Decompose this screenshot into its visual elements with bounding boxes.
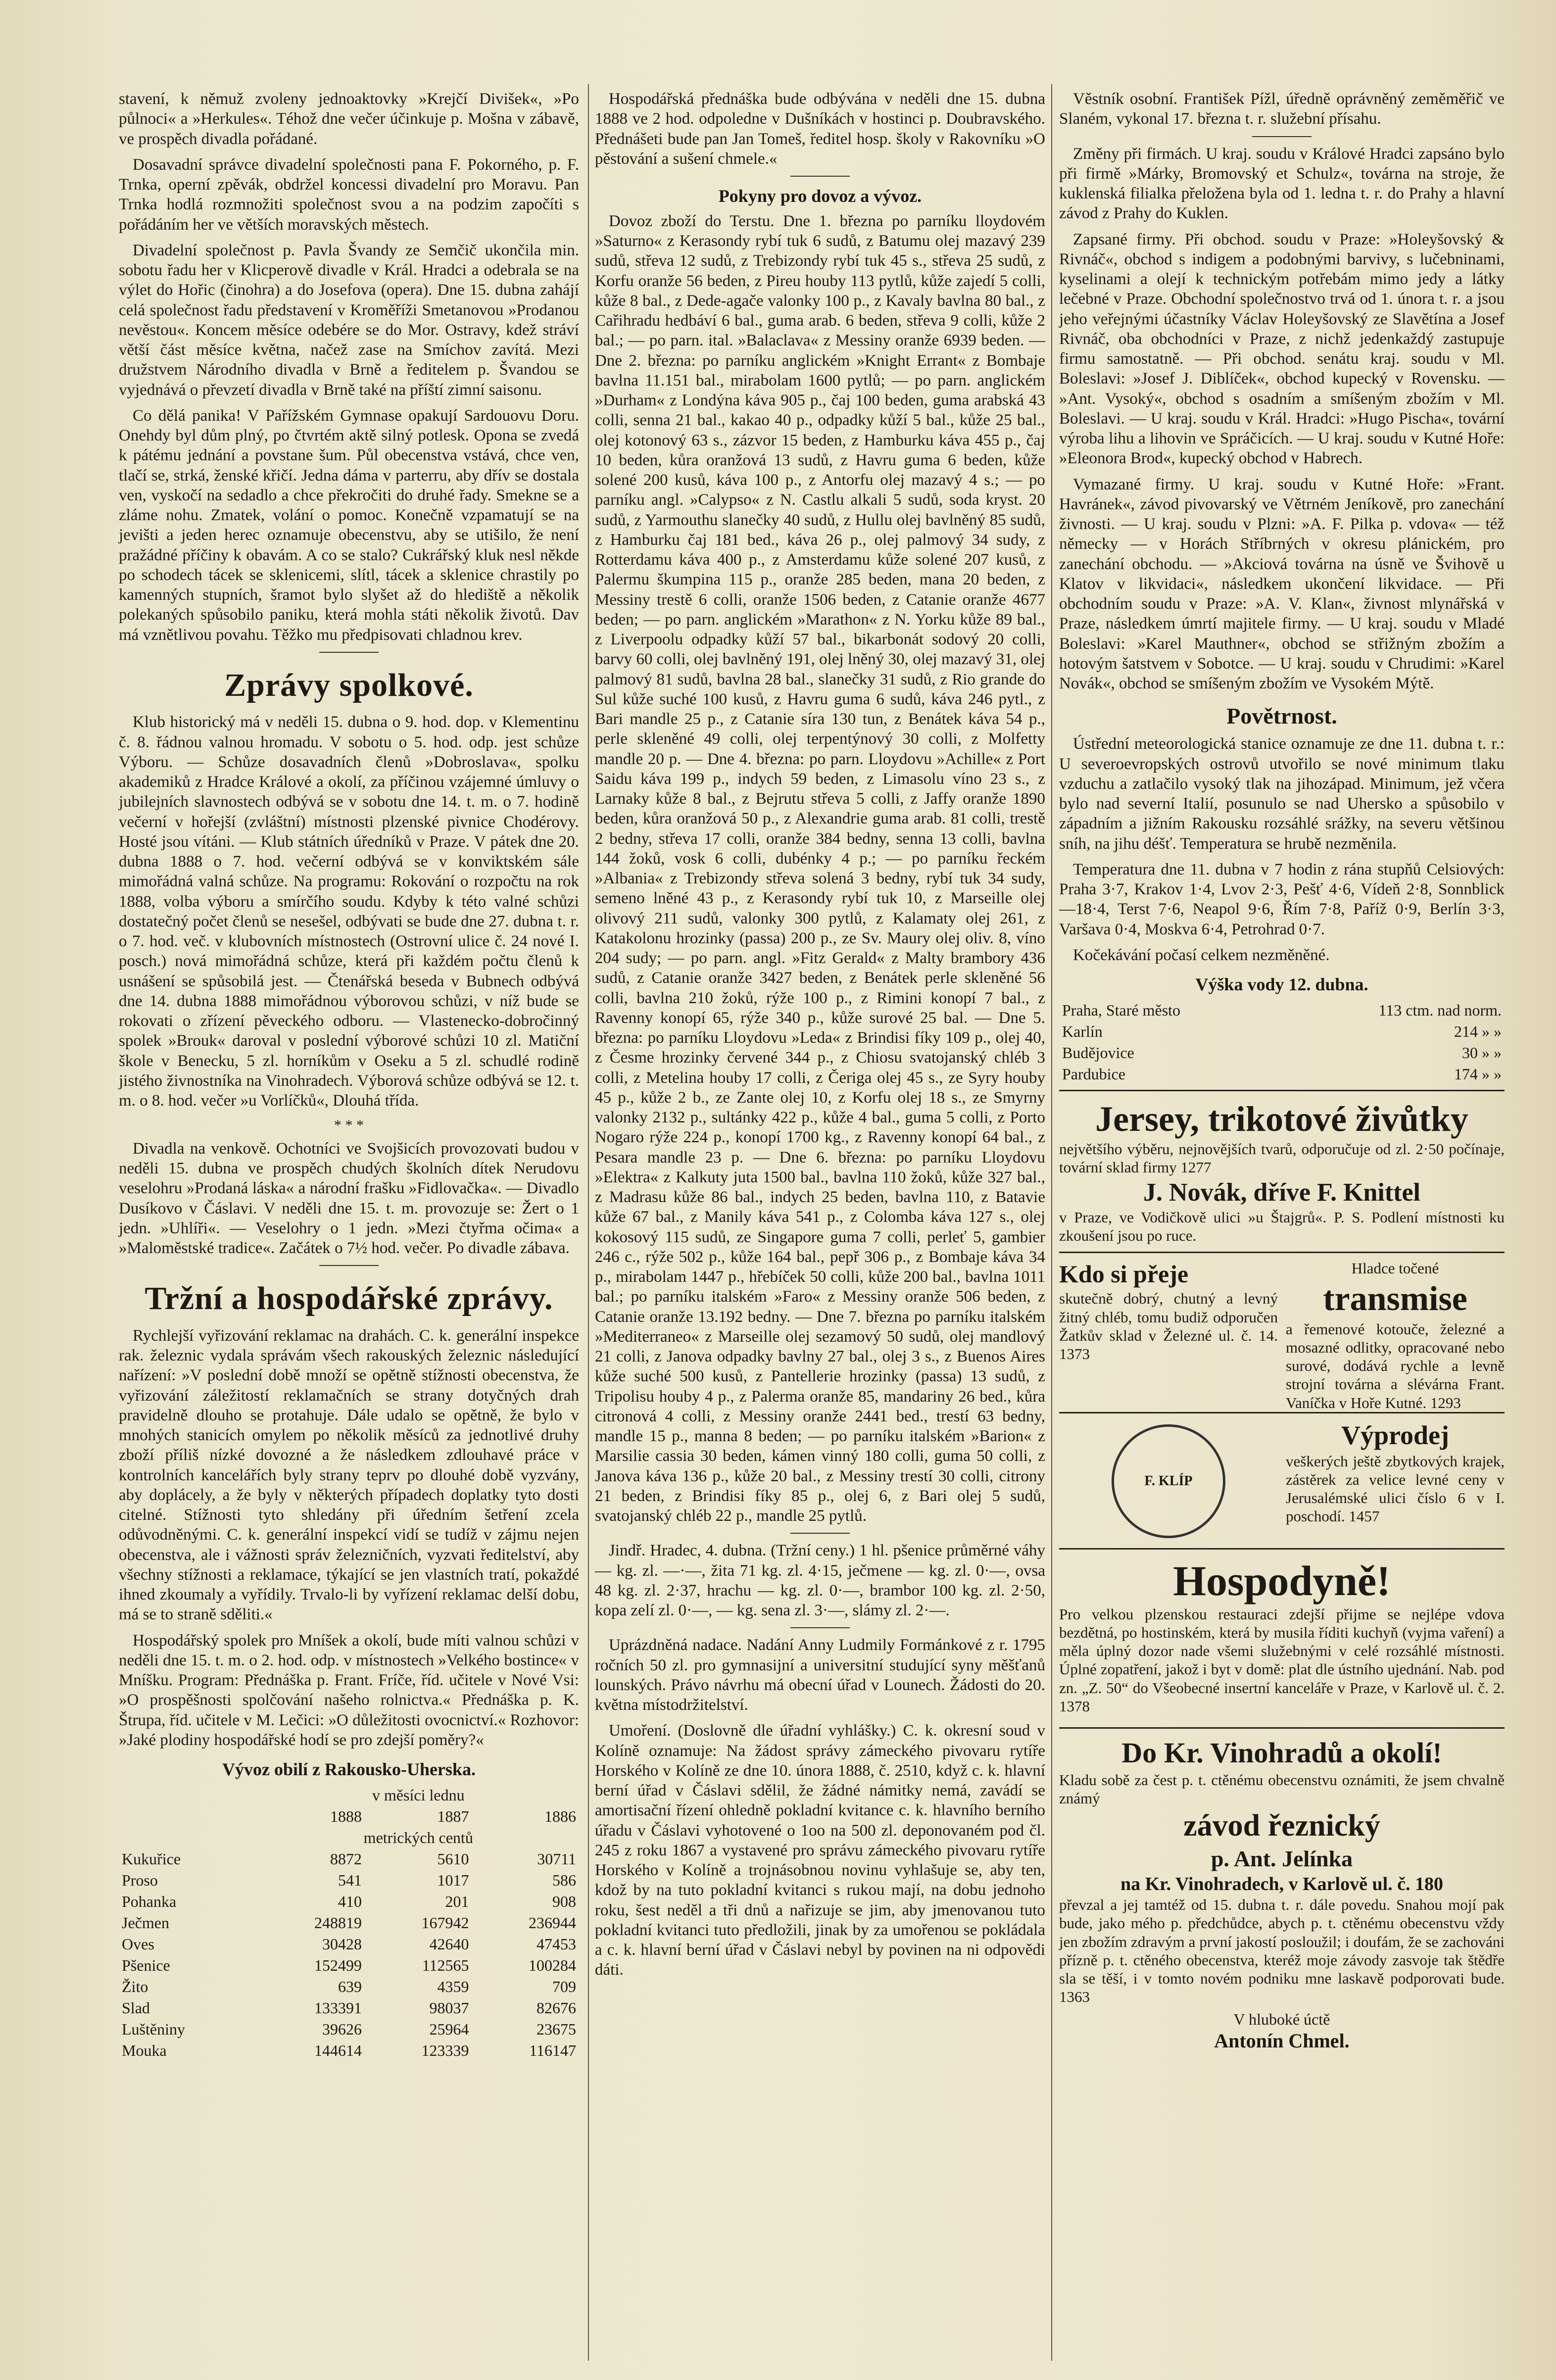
water-row	[1059, 1042, 1505, 1064]
advert-title: transmise	[1323, 1279, 1467, 1318]
table-row	[119, 1934, 579, 1955]
column-3	[1059, 89, 1505, 2060]
value-cell: 25964	[429, 2020, 469, 2039]
column-1	[119, 89, 579, 2061]
advert-text: převzal a jej tamtéž od 15. dubna t. r. dále povedu. Snahou mojí pak bude, jako mého p. předchůdce, abych p. t. ctěnému obecenstvu vždy jen zbožím zdravým a první jakostí posloužil; i doufám, že se zachováni přízně p. t. ctěného obecenstva, kteréž moje závody zasvoje tak štědře sla se těší, i v tomto novém podniku mne laskavě podporovati bude. 1363	[1059, 1896, 1505, 2006]
table-title: Vývoz obilí z Rakousko-Uherska.	[222, 1759, 476, 1780]
value-cell: 30428	[322, 1935, 362, 1953]
value-cell: 586	[552, 1871, 576, 1890]
value-cell: 47453	[536, 1935, 576, 1953]
value-cell: 167942	[421, 1914, 469, 1932]
place-cell: Pardubice	[1062, 1065, 1125, 1083]
table-row	[119, 2019, 579, 2040]
section-heading: Povětrnost.	[1226, 703, 1337, 729]
value-cell: 82676	[536, 1999, 576, 2017]
year-header: 1888	[330, 1807, 362, 1826]
value-cell: 42640	[429, 1935, 469, 1953]
advert-sign: V hluboké úctě	[1233, 2010, 1330, 2029]
advert-head: Hladce točené	[1351, 1260, 1439, 1277]
paragraph: Věstník osobní. František Pížl, úředně oprávněný zeměměřič ve Slaném, vykonal 17. března t. r. služební přísahu.	[1059, 90, 1505, 128]
advert-address: v Praze, ve Vodičkově ulici »u Štajgrů«. P. S. Podlení místnosti ku zkoušení jsou po ruce.	[1059, 1208, 1505, 1245]
paragraph: Jindř. Hradec, 4. dubna. (Tržní ceny.) 1 hl. pšenice průměrné váhy — kg. zl. —·—, žita 71 kg. zl. 4·15, ječmene — kg. zl. 0·—, ovsa 48 kg. zl. 2·37, hrachu — kg. zl. 0·—, brambor 100 kg. zl. 2·50, kopa zelí zl. 0·—, — kg. sena zl. 3·—, slámy zl. 2·—.	[595, 1542, 1045, 1620]
value-cell: 4359	[437, 1978, 469, 1996]
advert-row	[1059, 1252, 1505, 1412]
commodity-cell: Pšenice	[122, 1956, 170, 1975]
value-cell: 8872	[330, 1850, 362, 1868]
year-header: 1886	[544, 1807, 576, 1826]
table-header: metrických centů	[363, 1829, 473, 1847]
value-cell: 100284	[529, 1956, 576, 1975]
table-row	[119, 1848, 579, 1870]
company-seal-icon: F. KLÍP	[1112, 1424, 1225, 1538]
paragraph: Temperatura dne 11. dubna v 7 hodin z rána stupňů Celsiových: Praha 3·7, Krakov 1·4, Lvov 2·3, Pešť 4·6, Vídeň 2·8, Sonnblick —18·4, Terst 7·6, Neapol 9·6, Řím 7·8, Paříž 0·9, Berlín 3·3, Varšava 0·4, Moskva 6·4, Petrohrad 0·7.	[1059, 860, 1505, 938]
paragraph: Kočekávání počasí celkem nezměněné.	[1073, 946, 1330, 964]
paragraph: Divadla na venkově. Ochotníci ve Svojšicích provozovati budou v neděli 15. dubna ve prospěch chudých školních dítek Nerudovu veselohru »Prodaná láska« a národní frašku »Fidlovačka«. — Divadlo Dusíkovo v Čáslavi. V neděli dne 15. t. m. provozuje se: Žert o 1 jedn. »Uhlíři«. — Veselohry o 1 jedn. »Mezi čtyřma očima« a »Maloměstské tradice«. Začátek o 7½ hod. večer. Po divadle zábava.	[119, 1139, 579, 1258]
level-cell: 30 » »	[1462, 1044, 1502, 1062]
paragraph: Divadelní společnost p. Pavla Švandy ze Semčič ukončila min. sobotu řadu her v Klicperově divadle v Král. Hradci a odebrala se na výlet do Hořic (činohra) a do Josefova (opera). Dne 15. dubna zahájí celá společnost řadu představení v Kroměříži Smetanovou »Prodanou nevěstou«. Koncem měsíce odebére se do Mor. Ostravy, kdež stráví větší část měsíce května, načež zase na Smíchov zavítá. Mezi družstvem Národního divadla v Brně a ředitelem p. Švandou se vyjednává o převzetí divadla v Brně také na příští zimní saisonu.	[119, 241, 579, 399]
value-cell: 152499	[314, 1956, 362, 1975]
divider	[790, 1627, 850, 1628]
value-cell: 410	[338, 1893, 362, 1911]
value-cell: 639	[338, 1978, 362, 1996]
paragraph: Dovoz zboží do Terstu. Dne 1. března po parníku lloydovém »Saturno« z Kerasondy rybí tuk 6 sudů, z Batumu olej mazavý 239 sudů, střeva 12 sudů, z Trebizondy rybí tuk 45 s., střeva 25 sudů, z Korfu oranže 56 beden, z Pireu houby 113 pytlů, kůže zajedí 5 colli, kůže 8 bal., z Dede-agače valonky 100 p., z Kavaly bavlna 80 bal., z Cařihradu hedbáví 6 bal., guma arab. 6 beden, střeva 9 colli, kůže 2 bal.; — po parn. ital. »Balaclava« z Messiny oranže 6939 beden. — Dne 2. března: po parníku anglickém »Knight Errant« z Bombaje bavlna 11.151 bal., mirabolam 1600 pytlů; — po parn. anglickém »Durham« z Londýna káva 905 p., čaj 100 beden, guma arabská 43 colli, senna 21 bal., kakao 40 p., odpadky kůží 5 bal., kůže 25 bal., olej kotonový 63 s., zázvor 15 beden, z Hamburku káva 455 p., čaj 10 beden, kůra oranžová 13 sudů, z Havru guma 6 beden, kůže solené 200 kusů, káva 100 p., z Antorfu olej mazavý 4 s.; — po parníku angl. »Calypso« z N. Castlu alkali 5 sudů, soda kryst. 20 sudů, z Yarmouthu slanečky 40 sudů, z Hullu olej bavlněný 85 sudů, z Hamburku čaj 181 bed., káva 26 p., olej palmový 34 sudy, z Rotterdamu káva 400 p., z Amsterdamu kůže solené 207 kusů, z Palermu škumpina 115 p., oranže 285 beden, mana 20 beden, z Messiny trestě 6 colli, oranže 1506 beden, z Catanie oranže 4677 beden; — po parn. anglickém »Marathon« z N. Yorku kůže 89 bal., z Liverpoolu odpadky kůží 57 bal., bikarbonát sodový 20 colli, barvy 60 colli, olej bavlněný 191, olej lněný 30, olej mazavý 31, olej palmový 81 sudů, bavlna 28 bal., slanečky 31 sudů, z Rio grande do Sul kůže suché 100 kusů, z Havru guma 6 sudů, káva 246 pytl., z Bari mandle 25 p., z Catanie síra 130 tun, z Benátek káva 54 p., perle skleněné 49 colli, olej terpentýnový 30 colli, z Molfetty mandle 20 p. — Dne 4. března: po parn. Lloydovu »Achille« z Port Saidu káva 199 p., indych 59 beden, z Limasolu víno 23 s., z Larnaky kůže 8 bal., z Bejrutu střeva 5 colli, z Jaffy oranže 1890 beden, kůra oranžová 50 p., z Alexandrie guma arab. 81 colli, trestě 2 bedny, střeva 17 colli, oranže 384 bedny, senna 13 colli, bavlna 144 žoků, vosk 6 colli, dubénky 4 p.; — po parníku řeckém »Albania« z Trebizondy střeva solená 3 bedny, rybí tuk 34 sudy, semeno lněné 43 p., z Kerasondy rybí tuk 10, z Marseille olej olivový 211 sudů, valonky 300 pytlů, z Kalamaty olej 261, z Katakolonu hrozinky (passa) 200 p., ze Sv. Maury olej oliv. 8, víno 204 sudy; — po parn. angl. »Fitz Gerald« z Malty brambory 436 sudů, z Catanie oranže 3427 beden, z Benátek perle skleněné 56 colli, bavlna 210 žoků, rýže 100 p., z Rimini konopí 7 bal., z Ravenny konopí 65, rýže 340 p., kůže surové 25 bal. — Dne 5. března: po parníku Lloydovu »Leda« z Brindisi fíky 109 p., olej 40, z Česme hrozinky červené 344 p., z Chiosu svatojanský chléb 3 colli, z Metelina houby 17 colli, z Čeriga olej 45 s., ze Syry houby 45 p., kůže 2 b., ze Zante olej 10, z Korfu olej 18 s., ze Smyrny valonky 2132 p., sultánky 422 p., kůže 4 bal., guma 5 colli, z Porto Nogaro rýže 224 p., konopí 1700 kg., z Ravenny konopí 64 bal., z Pesara mandle 23 p. — Dne 6. března: po parníku Lloydovu »Elektra« z Kalkuty juta 1500 bal., bavlna 110 žoků, kůže 327 bal., z Madrasu kůže 86 bal., indych 25 beden, bavlna 110, z Batavie kůže 67 bal., z Manily káva 541 p., z Colomba káva 127 s., olej kokosový 115 sudů, ze Singapore guma 7 colli, perleť 5, gambier 246 c., rýže 502 p., kůže 164 bal., pepř 306 p., z Bombaje káva 34 p., mirabolam 1447 p., hřebíček 50 colli, kůže 200 bal., bavlna 1011 bal.; po parníku italském »Faro« z Messiny oranže 506 beden, z Catanie oranže 13.192 bedny. — Dne 7. března po parníku italském »Mediterraneo« z Marseille olej sezamový 50 sudů, olej mandlový 21 colli, z Janova odpadky bavlny 27 bal., olej 3 s., z Buenos Aires kůže suché 500 kusů, z Pantellerie hrozinky (passa) 13 sudů, z Tripolisu houby 4 p., z Palerma oranže 85, mandariny 26 bed., kůra citronová 4 colli, z Messiny oranže 2441 bed., trestí 63 bedny, mandle 15 p., manna 8 beden; — po parníku italském »Barion« z Marsilie cassia 30 beden, kámen vinný 180 colli, guma 50 colli, z Janova káva 136 p., kůže 20 bal., z Messiny trestí 30 colli, citrony 21 beden, z Brindisi fíky 85 p., olej 6, z Bari olej 5 sudů, svatojanský chléb 22 p., mandle 25 pytlů.	[595, 212, 1045, 1525]
commodity-cell: Pohanka	[122, 1893, 177, 1911]
value-cell: 201	[445, 1893, 469, 1911]
value-cell: 112565	[422, 1956, 469, 1975]
value-cell: 23675	[536, 2020, 576, 2039]
commodity-cell: Slad	[122, 1999, 150, 2017]
commodity-cell: Oves	[122, 1935, 154, 1953]
advert-sale	[1286, 1419, 1505, 1543]
paragraph: Hospodářský spolek pro Mníšek a okolí, bude míti valnou schůzi v neděli dne 15. t. m. o 2. hod. odp. v místnostech »Velkého bostince« v Mníšku. Program: Přednáška p. Frant. Fríče, říd. učitele v Nové Vsi: »O prospěšnosti spolčování našeho rolnictva.« Přednáška p. K. Štrupa, říd. učitele v M. Lečici: »O důležitosti ovocnictví.« Rozhovor: »Jaké plodiny hospodářské hodí se pro zdejší poměry?«	[119, 1631, 579, 1749]
advert-text: a řemenové kotouče, železné a mosazné odlitky, opracované nebo surové, dodává rychle a levně strojní továrna a slévárna Frant. Vaníčka v Hoře Kutné. 1293	[1286, 1320, 1505, 1411]
value-cell: 541	[338, 1871, 362, 1890]
value-cell: 248819	[314, 1914, 362, 1932]
table-header	[119, 1827, 258, 1848]
paragraph: Vymazané firmy. U kraj. soudu v Kutné Hoře: »Frant. Havránek«, závod pivovarský ve Větrném Jeníkově, pro zanechání živnosti. — U kraj. soudu v Plzni: »A. F. Pilka p. vdova« — též německy — v Horách Stříbrných v okresu plánickém, pro zanechání obchodu. — »Akciová továrna na úsně ve Švihově u Klatov v likvidaci«, následkem ukončení likvidace. — Při obchodním soudu v Praze: »A. V. Klan«, živnost mlynářská v Praze, následkem úmrtí majitele firmy. — U kraj. soudu v Mladé Boleslavi: »Karel Mauthner«, obchod se střižným zbožím a hotovým šatstvem v Sobotce. — U kraj. soudu v Chrudimi: »Karel Novák«, obchod se smíšeným zbožím ve Vysokém Mýtě.	[1059, 475, 1505, 692]
paragraph: Hospodářská přednáška bude odbývána v neděli dne 15. dubna 1888 ve 2 hod. odpoledne v Dušníkách v hostinci p. Doubravského. Přednášeti bude pan Jan Tomeš, ředitel hosp. školy v Rakovníku »O pěstování a sušení chmele.«	[595, 90, 1045, 168]
commodity-cell: Ječmen	[122, 1914, 169, 1932]
export-table	[119, 1785, 579, 2061]
divider	[1252, 136, 1312, 137]
water-table	[1059, 1000, 1505, 1085]
water-row	[1059, 1000, 1505, 1021]
commodity-cell: Luštěniny	[122, 2020, 185, 2039]
advert-housekeeper	[1059, 1548, 1505, 1722]
advert-title: Hospodyně!	[1173, 1556, 1391, 1604]
advert-firm: J. Novák, dříve F. Knittel	[1143, 1178, 1420, 1207]
paragraph: Co dělá panika! V Pařížském Gymnase opakují Sardouovu Doru. Onehdy byl dům plný, po čtvrtém aktě silný potlesk. Opona se zvedá k pátému jednání a povstane šum. Půl obecenstva vstává, chce ven, tlačí se, strká, ženské křičí. Jedna dáma v parterru, aby dřív se dostala ven, vyskočí na sedadlo a chce překročiti do druhé řady. Smekne se a zláme nohu. Zmatek, volání o pomoc. Konečně vzpamatují se na jevišti a jeden herec oznamuje obecenstvu, aby se utišilo, že není pražádné příčiny k obavám. A co se stalo? Cukrářský kluk nesl někde po schodech tácek se sklenicemi, slítl, tácek a sklenice chrastily po kamenných stupních, šramot bylo slyšet až do hlediště a několik polekaných spůsobilo paniku, která mohla státi několik životů. Dav má vznětlivou povahu. Těžko mu předpisovati chladnou krev.	[119, 406, 579, 644]
water-row	[1059, 1064, 1505, 1085]
advert-text: Kladu sobě za čest p. t. ctěnému obecenstvu oznámiti, že jsem chvalně známý	[1059, 1771, 1505, 1807]
advert-title: Jersey, trikotové živůtky	[1095, 1099, 1468, 1139]
table-row	[119, 1912, 579, 1934]
advert-seal	[1059, 1419, 1278, 1543]
value-cell: 116147	[529, 2041, 576, 2060]
table-header	[119, 1785, 258, 1806]
advert-bread	[1059, 1259, 1278, 1412]
commodity-cell: Proso	[122, 1871, 158, 1890]
commodity-cell: Kukuřice	[122, 1850, 181, 1868]
section-heading: Pokyny pro dovoz a vývoz.	[718, 186, 922, 206]
value-cell: 39626	[322, 2020, 362, 2039]
advert-text: Pro velkou plzenskou restauraci zdejší přijme se nejlépe vdova bezdětná, po hostinském, která by musila říditi kuchyň (vyjma vaření) a měla úplný dozor nade všemi služebnými v celé rozsáhlé místnosti. Úplné zopatření, jakož i byt v domě: plat dle ústního ujednání. Nab. pod zn. „Z. 50“ do Všeobecné insertní kanceláře v Praze, v Karlově ul. č. 2. 1378	[1059, 1605, 1505, 1715]
paragraph: Umoření. (Doslovně dle úřadní vyhlášky.) C. k. okresní soud v Kolíně oznamuje: Na žádost správy zámeckého pivovaru rytíře Horského v Kolíně ze dne 10. února 1888, č. 2510, když c. k. hlavní berní úřad v Čáslavi sdělil, že žádné námitky nemá, zavádí se amortisační řízení ohledně pokladní kvitance c. k. hlavního berního úřadu v Čáslavi vyhotovené o 1oo na 500 zl. deponovaném pod čl. 245 z roku 1867 a vystavené pro správu zámeckého pivovaru rytíře Horského v Kolíně a trojnásobnou novinu vyhlašuje se, aby ten, kdož by na tuto pokladní kvitanci s rukou mají, na dobu jednoho roku, šest neděl a tři dnů a nařizuje se jim, aby jmenovanou tuto pokladní kvitanci tuto předložili, jinak by za umořenou se pokládala a c. k. hlavní berní úřad v Čáslavi nebyl by povinen na ni odpovědi dáti.	[595, 1722, 1045, 1979]
level-cell: 214 » »	[1454, 1022, 1502, 1041]
value-cell: 5610	[437, 1850, 469, 1868]
commodity-cell: Žito	[122, 1978, 148, 1996]
advert-row	[1059, 1412, 1505, 1543]
paragraph: stavení, k němuž zvoleny jednoaktovky »Krejčí Divišek«, »Po půlnoci« a »Herkules«. Téhož dne večer účinkuje p. Mošna v zábavě, ve prospěch divadla pořádané.	[119, 90, 579, 148]
paragraph: Rychlejší vyřizování reklamac na drahách. C. k. generální inspekce rak. železnic vydala správám všech rakouských železnic následující nařízení: »V poslední době množí se opětně stížnosti obecenstva, že vyřizování záležitostí reklamačních se strany dotyčných drah pravidelně dlouho se protahuje. Dále udalo se opětně, že bylo v mnohých stanicích omylem po několik měsíců za jednotlivé druhy zboží příliš nízké dovozné a že následkem zdlouhavé práce v kontrolních kancelářích byly strany teprv po dlouhé době vyzvány, aby doplácely, a že byly v některých případech doplatky tyto dosti citelné. Stížnosti tyto shledány při úředním šetření zcela odůvodněnými. C. k. generální inspekcí vidí se tudíž v zájmu nejen obecenstva, ale i vážnosti správ železničních, vyzvati ředitelství, aby všechny stížnosti a reklamace, týkající se jen vlastních tratí, pokaždé ihned zkoumaly a vyřídily. Trvalo-li by vyřízení reklamac delší dobu, má se to straně sděliti.«	[119, 1326, 579, 1624]
advert-text: skutečně dobrý, chutný a levný žitný chléb, tomu budiž odporučen Žatkův sklad v Železné ul. č. 14. 1373	[1059, 1290, 1278, 1362]
advert-firm: p. Ant. Jelínka	[1211, 1846, 1353, 1871]
column-rule	[1051, 84, 1052, 2361]
value-cell: 709	[552, 1978, 576, 1996]
ornament: * * *	[334, 1117, 364, 1134]
divider	[319, 1265, 379, 1266]
value-cell: 30711	[537, 1850, 576, 1868]
table-row	[119, 1955, 579, 1976]
advert-jersey	[1059, 1090, 1505, 1252]
value-cell: 133391	[314, 1999, 362, 2017]
advert-title: Do Kr. Vinohradů a okolí!	[1121, 1736, 1442, 1769]
value-cell: 123339	[421, 2041, 469, 2060]
paragraph: Klub historický má v neděli 15. dubna o 9. hod. dop. v Klementinu č. 8. řádnou valnou hromadu. V sobotu o 5. hod. odp. jest schůze Výboru. — Schůze dosavadních členů »Dobroslava«, spolku akademiků z Hradce Králové a okolí, za příčinou vzájemné úmluvy o jubilejních slavnostech odbývá se v sobotu dne 14. t. m. o 7. hodině večerní v hořejší (zvláštní) místnosti plzenské pivnice Chodérovy. Hosté jsou vítáni. — Klub státních úředníků v Praze. V pátek dne 20. dubna 1888 o 7. hod. večerní odbývá se v konviktském sále mimořádná valná schůze. Na programu: Rokování o rozpočtu na rok 1888, volba výboru a smírčího soudu. Kdyby k této valné schůzi dostatečný počet členů se nesešel, odbývati se bude dne 27. dubna t. r. o 7. hod. več. v klubovních místnostech (Ostrovní ulice č. 24 nové I. posch.) nová mimořádná schůze, která při každém počtu členů k usnášení se spůsobilá jest. — Čtenářská beseda v Bubnech odbývá dne 14. dubna 1888 mimořádnou výborovou schůzi, v níž bude se rokovati o zřízení pěveckého odboru. — Vlastenecko-dobročinný spolek »Brouk« daroval v poslední výborové schůzi 10 zl. Matiční škole v Benecku, 5 zl. horníkům v Oseku a 5 zl. schudlé rodině jistého živnostníka na Vinohradech. Výborová schůze odbývá se 12. t. m. o 8. hod. večer »u Vorlíčků«, Dlouhá třída.	[119, 713, 579, 1110]
section-heading: Zprávy spolkové.	[224, 667, 474, 703]
advert-text: největšího výběru, nejnovějších tvarů, odporučuje od zl. 2·50 počínaje, tovární sklad firmy 1277	[1059, 1140, 1505, 1176]
column-rule	[588, 84, 589, 2361]
place-cell: Praha, Staré město	[1062, 1001, 1181, 1020]
advert-address: na Kr. Vinohradech, v Karlově ul. č. 180	[1120, 1873, 1443, 1894]
table-row	[119, 1870, 579, 1891]
paragraph: Dosavadní správce divadelní společnosti pana F. Pokorného, p. F. Trnka, operní zpěvák, obdržel koncessi divadelní pro Moravu. Pan Trnka hodlá rozmnožiti společnost svou a na podzim započíti s pořádáním her ve větších moravských městech.	[119, 155, 579, 234]
water-row	[1059, 1021, 1505, 1042]
water-title: Výška vody 12. dubna.	[1195, 974, 1368, 995]
table-header: v měsíci lednu	[372, 1786, 465, 1804]
year-header: 1887	[437, 1807, 469, 1826]
level-cell: 113 ctm. nad norm.	[1378, 1001, 1502, 1020]
place-cell: Karlín	[1062, 1022, 1103, 1041]
place-cell: Budějovice	[1062, 1044, 1134, 1062]
section-heading: Tržní a hospodářské zprávy.	[145, 1280, 553, 1317]
table-header	[119, 1806, 258, 1827]
column-2	[595, 89, 1045, 1986]
advert-title: Výprodej	[1341, 1420, 1449, 1450]
commodity-cell: Mouka	[122, 2041, 167, 2060]
value-cell: 908	[552, 1893, 576, 1911]
advert-title: Kdo si přeje	[1059, 1260, 1189, 1288]
advert-big: závod řeznický	[1183, 1809, 1380, 1843]
value-cell: 98037	[429, 1999, 469, 2017]
value-cell: 236944	[529, 1914, 576, 1932]
divider	[790, 1533, 850, 1534]
table-row	[119, 2040, 579, 2061]
paragraph: Uprázdněná nadace. Nadání Anny Ludmily Formánkové z r. 1795 ročních 50 zl. pro gymnasijní a universitní studující syny měšťanů lounských. Právo návrhu má obecní úřad v Lounech. Žádosti do 20. května místodržitelství.	[595, 1636, 1045, 1714]
level-cell: 174 » »	[1454, 1065, 1502, 1083]
advert-butcher	[1059, 1727, 1505, 2060]
table-row	[119, 1891, 579, 1912]
paragraph: Ústřední meteorologická stanice oznamuje ze dne 11. dubna t. r.: U severoevropských ostrovů utvořilo se nové minimum tlaku vzduchu a zatlačilo vysoký tlak na jihozápad. Minimum, jež včera bylo nad severní Italií, posunulo se nad Uhersko a spůsobilo v západním a jižním Rakousku rozsáhlé srážky, na severu většinou sníh, na jihu déšť. Temperatura se hrubě nezměnila.	[1059, 735, 1505, 853]
table-row	[119, 1997, 579, 2019]
table-row	[119, 1976, 579, 1997]
value-cell: 1017	[437, 1871, 469, 1890]
advert-sign: Antonín Chmel.	[1214, 2030, 1350, 2052]
paragraph: Zapsané firmy. Při obchod. soudu v Praze: »Holeyšovský & Rivnáč«, obchod s indigem a podobnými barvivy, s lučebninami, kyselinami a olejí k technickým potřebám mimo jedy a látky lečebné v Praze. Obchodní společnostvo trvá od 1. února t. r. a jsou jeho veřejnými účastníky Václav Holeyšovský ze Slavětína a Josef Rivnáč, oba obchodníci v Praze, z nichž jedenkaždý zastupuje firmu samostatně. — Při obchod. senátu kraj. soudu v Ml. Boleslavi: »Josef J. Diblíček«, obchod kupecký v Rovensku. — »Ant. Vysoký«, obchod s osadním a smíšeným zbožím v Ml. Boleslavi. — U kraj. soudu v Král. Hradci: »Hugo Pischa«, tovární výroba lihu a lihovin ve Spráčicích. — U kraj. soudu v Kutné Hoře: »Eleonora Brod«, kupecký obchod v Habrech.	[1059, 230, 1505, 468]
value-cell: 144614	[314, 2041, 362, 2060]
advert-transmission	[1286, 1259, 1505, 1412]
paragraph: Změny při firmách. U kraj. soudu v Králové Hradci zapsáno bylo při firmě »Márky, Bromovský et Schulz«, továrna na stroje, že kuklenská filialka přeložena byla od 1. ledna t. r. do Prahy a hlavní závod z Prahy do Kuklen.	[1059, 145, 1505, 223]
advert-text: veškerých ještě zbytkových krajek, zástěrek za velice levné ceny v Jerusalémské ulici číslo 6 v I. poschodí. 1457	[1286, 1452, 1505, 1525]
divider	[790, 176, 850, 177]
divider	[319, 652, 379, 653]
